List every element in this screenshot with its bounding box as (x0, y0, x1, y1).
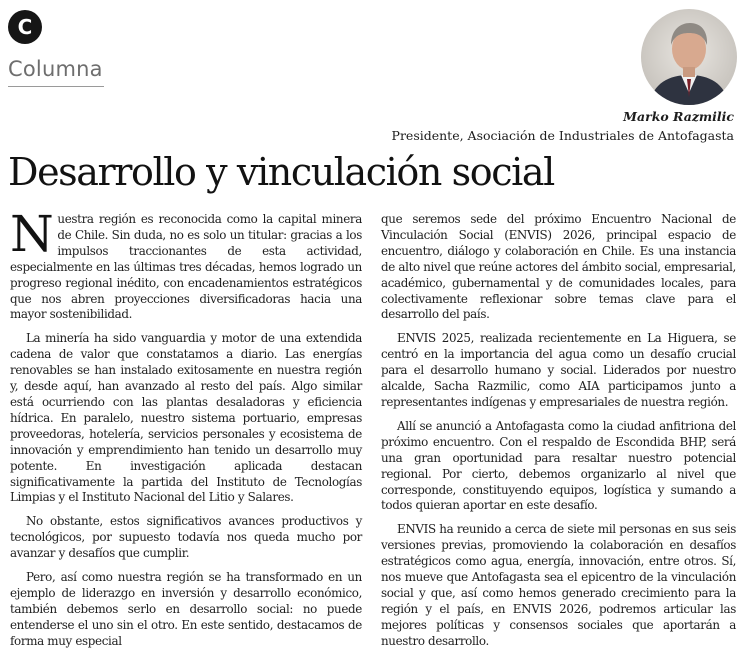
author-photo (641, 9, 737, 105)
article-headline: Desarrollo y vinculación social (8, 150, 554, 194)
article-paragraph: Pero, así como nuestra región se ha transformado en un ejemplo de liderazgo en inversión y desarrollo económico, también debemos serlo en desarrollo social: no puede entenderse el uno sin el otro. En este sentido, destacamos de forma muy especial (10, 570, 362, 648)
article-paragraph: No obstante, estos significativos avances productivos y tecnológicos, por supuesto todavía nos queda mucho por avanzar y desafíos que cumplir. (10, 514, 362, 561)
article-paragraph: Allí se anunció a Antofagasta como la ciudad anfitriona del próximo encuentro. Con el respaldo de Escondida BHP, será una gran oportunidad para resaltar nuestro potencial regional. Por cierto, debemos organizarlo al nivel que corresponde, constituyendo equipos, logística y sumando a todos quieran aportar en este desafío. (381, 418, 736, 513)
article-paragraph: ENVIS ha reunido a cerca de siete mil personas en sus seis versiones previas, promoviendo la colaboración en desafíos estratégicos como agua, energía, innovación, entre otros. Sí, nos mueve que Antofagasta sea el epicentro de la vinculación social y que, así como hemos generado crecimiento para la región y el país, en ENVIS 2026, podremos articular las mejores políticas y consensos sociales que aportarán a nuestro desarrollo. (381, 522, 736, 648)
article-paragraph: que seremos sede del próximo Encuentro Nacional de Vinculación Social (ENVIS) 2026, principal espacio de encuentro, diálogo y colaboración en Chile. Es una instancia de alto nivel que reúne actores del ámbito social, empresarial, académico, gubernamental y de comunidades locales, para colectivamente reflexionar sobre temas clave para el desarrollo del país. (381, 212, 736, 322)
author-block (392, 107, 734, 145)
article-paragraph: Nuestra región es reconocida como la capital minera de Chile. Sin duda, no es solo un titular: gracias a los impulsos traccionantes de esta actividad, especialmente en las últimas tres décadas, hemos logrado un progreso regional inédito, con encadenamientos estratégicos que nos abren proyecciones diversificadoras hacia una mayor sostenibilidad. (10, 205, 362, 322)
author-portrait-icon (641, 9, 737, 105)
article-paragraph: ENVIS 2025, realizada recientemente en La Higuera, se centró en la importancia del agua como un desafío crucial para el desarrollo humano y social. Liderados por nuestro alcalde, Sacha Razmilic, como AIA participamos junto a representantes indígenas y empresariales de nuestra región. (381, 331, 736, 409)
section-divider (8, 86, 104, 87)
article-paragraph: La minería ha sido vanguardia y motor de una extendida cadena de valor que constatamos a diario. Las energías renovables se han instalado exitosamente en nuestra región y, desde aquí, han avanzado al resto del país. Algo similar está ocurriendo con las plantas desaladoras y eficiencia hídrica. En paralelo, nuestro sistema portuario, empresas proveedoras, hotelería, servicios personales y ecosistema de innovación y emprendimiento han tenido un desarrollo muy potente. En investigación aplicada destacan significativamente la partida del Instituto de Tecnologías Limpias y el Instituto Nacional del Litio y Salares. (10, 331, 362, 505)
author-title: Presidente, Asociación de Industriales de Antofagasta (391, 128, 734, 143)
author-name: Marko Razmilic (623, 109, 734, 124)
article-column-right (381, 212, 736, 650)
drop-cap: N (10, 205, 54, 263)
section-label: Columna (8, 57, 103, 81)
article-column-left (10, 205, 362, 650)
column-badge: C (8, 10, 42, 44)
